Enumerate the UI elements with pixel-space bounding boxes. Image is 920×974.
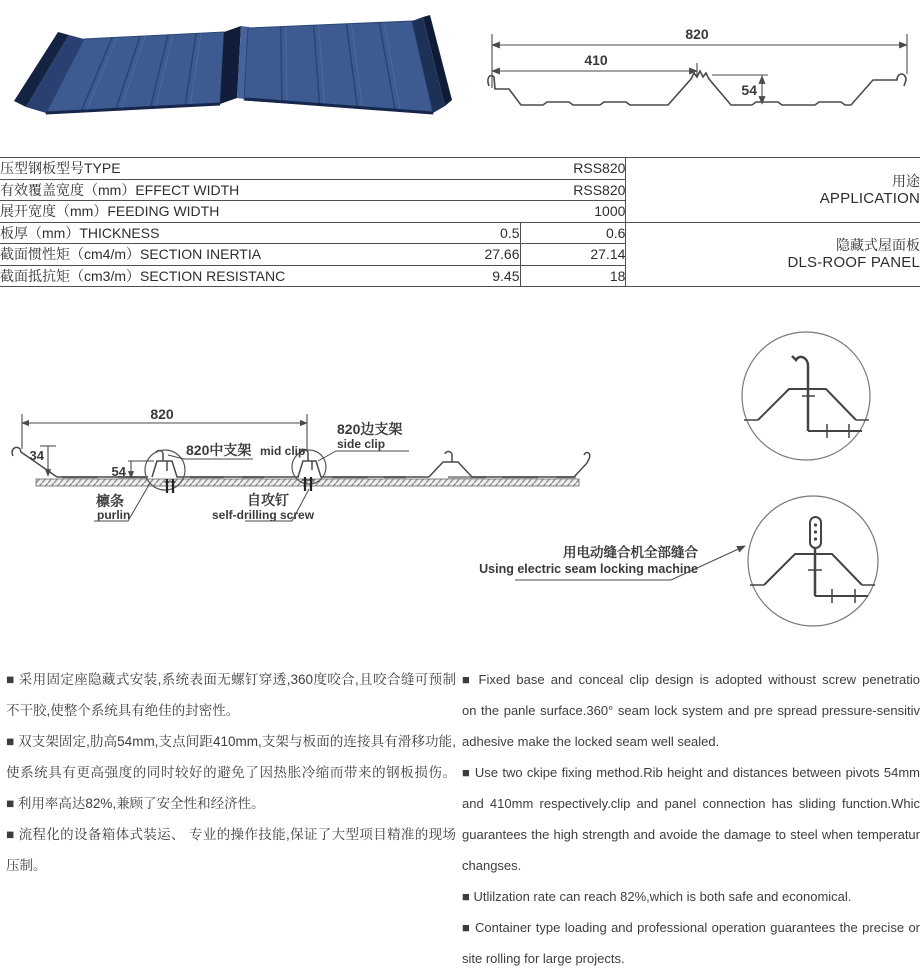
feature-line: 压制。 [6, 858, 47, 873]
row-value: 1000 [404, 201, 626, 223]
row-label: 展开宽度（mm）FEEDING WIDTH [0, 201, 404, 223]
dim-54 [712, 75, 768, 104]
side-clip-leader [318, 451, 409, 461]
roof-panel-photo [8, 5, 458, 145]
features-english [462, 664, 920, 974]
seam-detail-diagrams [440, 320, 920, 650]
row-value: 27.66 [404, 244, 521, 266]
feature-line: ■ 双支架固定,肋高54mm,支点间距410mm,支架与板面的连接具有滑移功能, [6, 734, 456, 749]
row-value: 9.45 [404, 265, 521, 287]
spec-table [0, 157, 920, 287]
feature-line: changses. [462, 858, 522, 873]
seam-note [440, 544, 698, 577]
feature-line: site rolling for large projects. [462, 951, 625, 966]
application-value-cell [626, 222, 920, 287]
detail-clip-open [742, 332, 870, 460]
feature-line: ■ 流程化的设备箱体式装运、 专业的操作技能,保证了大型项目精准的现场 [6, 827, 456, 842]
dim-820-label: 820 [685, 26, 709, 42]
install-dim-34-label: 34 [29, 448, 44, 463]
feature-line: and 410mm respectively.clip and panel connection has sliding function.Whic [462, 796, 920, 811]
feature-line: ■ Utlilzation rate can reach 82%,which is both safe and economical. [462, 889, 852, 904]
feature-line: ■ Container type loading and professional operation guarantees the precise or [462, 920, 920, 935]
purlin-label-zh: 檩条 [96, 493, 124, 509]
seam-note-zh: 用电动缝合机全部缝合 [563, 545, 698, 560]
section-profile-diagram [460, 10, 920, 140]
seam-note-en: Using electric seam locking machine [479, 562, 698, 576]
feature-line: 使系统具有更高强度的同时较好的避免了因热胀冷缩而带来的钢板损伤。 [6, 765, 456, 780]
install-dim-54 [128, 461, 154, 478]
feature-line: adhesive make the locked seam well sealed. [462, 734, 720, 749]
application-header-cell [626, 158, 920, 223]
features-chinese [6, 664, 456, 881]
row-value: 0.6 [520, 222, 626, 244]
side-clip-label-en: side clip [337, 437, 386, 451]
seam-fold-dots [814, 523, 817, 540]
table-row [0, 158, 920, 180]
side-clip-label-zh: 820边支架 [337, 421, 403, 437]
table-row [0, 222, 920, 244]
row-label: 截面抵抗矩（cm3/m）SECTION RESISTANC [0, 265, 404, 287]
dim-820 [492, 34, 907, 88]
feature-line: ■ Use two ckipe fixing method.Rib height and distances between pivots 54mm [462, 765, 920, 780]
row-label: 压型钢板型号TYPE [0, 158, 404, 180]
mid-clip-label-zh: 820中支架 [186, 442, 252, 458]
feature-line: ■ 利用率高达82%,兼顾了安全性和经济性。 [6, 796, 265, 811]
feature-line: 不干胶,使整个系统具有绝佳的封密性。 [6, 703, 240, 718]
detail-seam-locked [748, 496, 878, 626]
panel-type-zh: 隐藏式屋面板 [836, 237, 920, 254]
screw-label-en: self-drilling screw [212, 508, 315, 522]
purlin-label-en: purlin [97, 508, 131, 522]
panel-type-en: DLS-ROOF PANEL [787, 254, 920, 272]
feature-line: guarantees the high strength and avoide the damage to steel when temperatur [462, 827, 920, 842]
row-label: 板厚（mm）THICKNESS [0, 222, 404, 244]
install-dim-54-label: 54 [111, 464, 126, 479]
application-zh: 用途 [892, 172, 920, 189]
row-label: 截面惯性矩（cm4/m）SECTION INERTIA [0, 244, 404, 266]
dim-410-label: 410 [584, 52, 608, 68]
install-dim-820-label: 820 [150, 406, 174, 422]
panel-right-pan [244, 21, 433, 113]
feature-line: ■ 采用固定座隐藏式安装,系统表面无螺钉穿透,360度咬合,且咬合缝可预制 [6, 672, 456, 687]
dim-54-label: 54 [741, 82, 757, 98]
row-label: 有效覆盖宽度（mm）EFFECT WIDTH [0, 179, 404, 201]
row-value: RSS820 [404, 179, 626, 201]
feature-line: ■ Fixed base and conceal clip design is adopted withoust screw penetratio [462, 672, 920, 687]
mid-clip-label-en: mid clip [260, 444, 306, 458]
row-value: 0.5 [404, 222, 521, 244]
row-value: 27.14 [520, 244, 626, 266]
row-value: RSS820 [404, 158, 626, 180]
application-en: APPLICATION [819, 189, 920, 207]
feature-line: on the panle surface.360° seam lock system and pre spread pressure-sensitiv [462, 703, 920, 718]
screw-label-zh: 自攻钉 [247, 492, 289, 508]
row-value: 18 [520, 265, 626, 287]
